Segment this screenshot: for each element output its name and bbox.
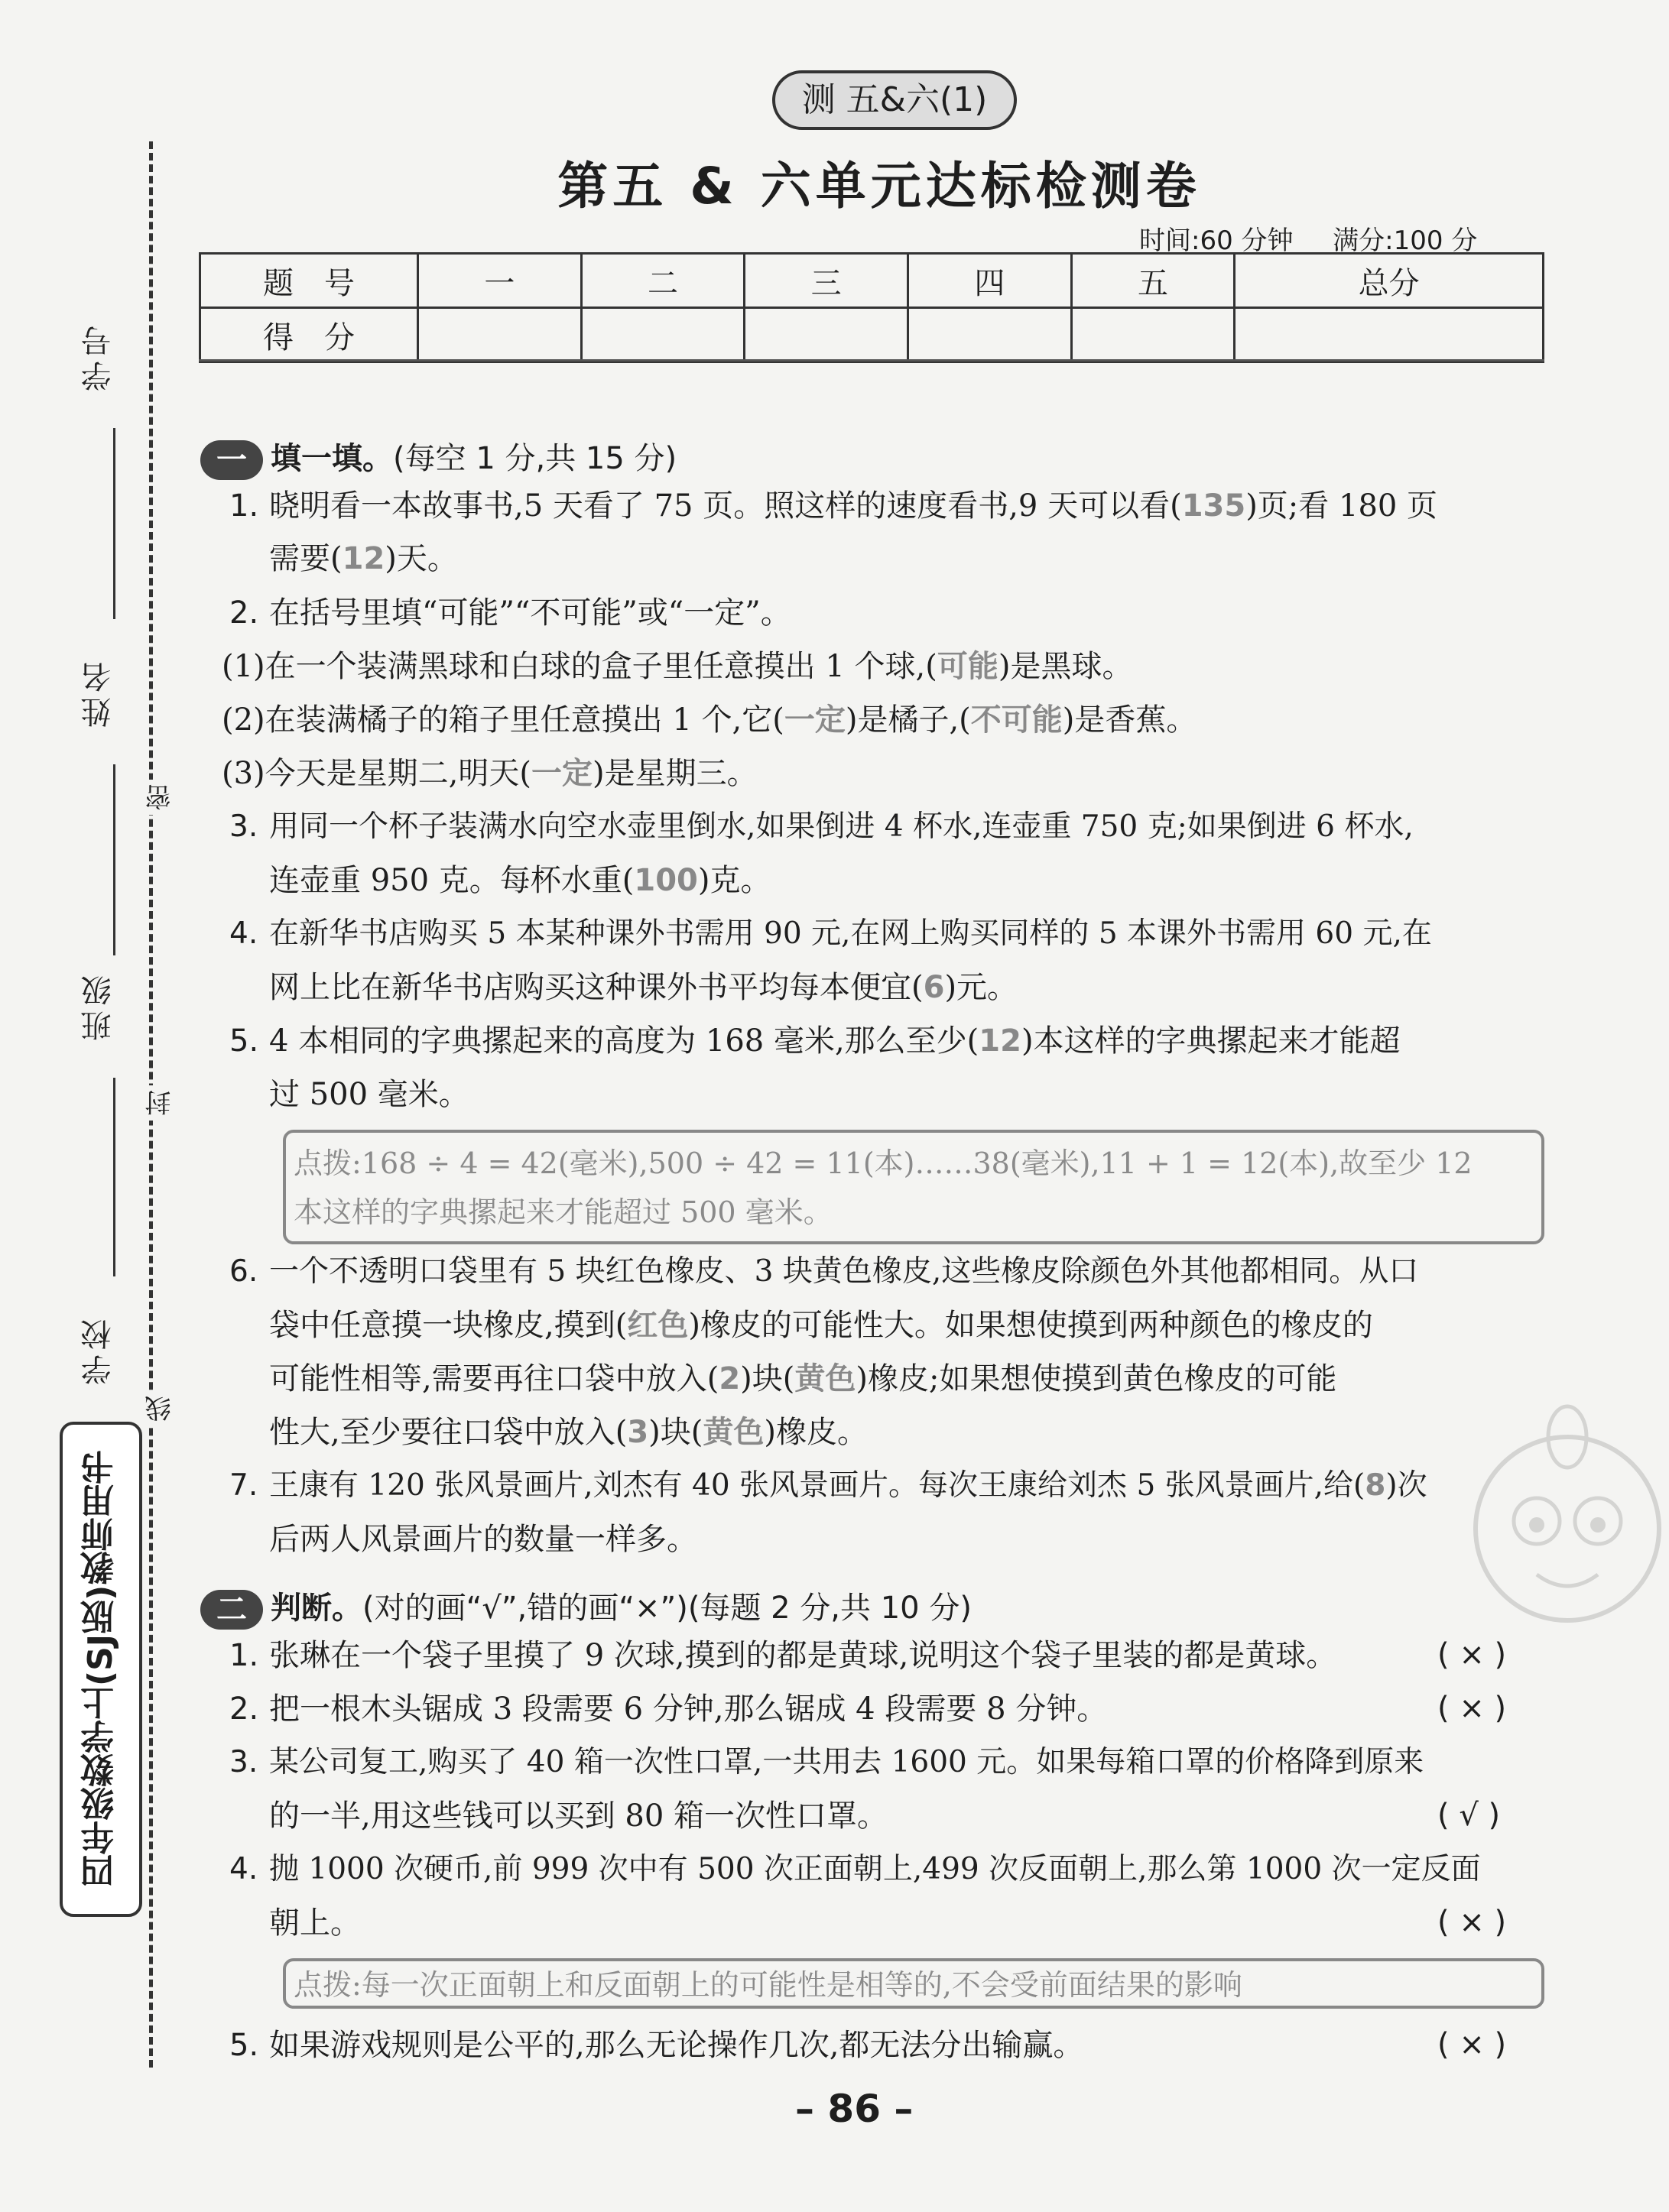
name-line [113, 764, 115, 955]
score-input-cell[interactable] [908, 308, 1072, 362]
hint-text: 本这样的字典摞起来才能超过 500 毫米。 [294, 1195, 833, 1229]
question: 2. 把一根木头锯成 3 段需要 6 分钟,那么锯成 4 段需要 8 分钟。 [229, 1691, 1108, 1727]
answer[interactable]: 黄色 [794, 1361, 856, 1396]
question: 4. 在新华书店购买 5 本某种课外书需用 90 元,在网上购买同样的 5 本课外书需用 60 元,在 [229, 916, 1432, 951]
exam-full-score: 满分:100 分 [1333, 225, 1478, 256]
question-sub: (3)今天是星期二,明天(一定)是星期三。 [222, 756, 758, 791]
seal-xian: 线 [141, 1391, 179, 1426]
question: 3. 用同一个杯子装满水向空水壶里倒水,如果倒进 4 杯水,连壶重 750 克;如果倒进 6 杯水, [229, 809, 1414, 844]
question: 5. 如果游戏规则是公平的,那么无论操作几次,都无法分出输赢。 [229, 2028, 1084, 2063]
question: 2. 在括号里填“可能”“不可能”或“一定”。 [229, 595, 791, 631]
section-badge: 二 [200, 1590, 263, 1630]
score-input-cell[interactable] [1235, 308, 1544, 362]
hint-text: 点拨:168 ÷ 4 = 42(毫米),500 ÷ 42 = 11(本)……38(毫米),11 + 1 = 12(本),故至少 12 [294, 1147, 1473, 1180]
answer[interactable]: 一定 [531, 756, 593, 791]
exam-time: 时间:60 分钟 [1139, 225, 1294, 256]
question-sub: (1)在一个装满黑球和白球的盒子里任意摸出 1 个球,(可能)是黑球。 [222, 649, 1133, 684]
question: 7. 王康有 120 张风景画片,刘杰有 40 张风景画片。每次王康给刘杰 5 张风景画片,给(8)次 [229, 1468, 1427, 1503]
class-label: 班级 [81, 971, 116, 1041]
section-note: (每空 1 分,共 15 分) [393, 441, 677, 476]
answer[interactable]: 100 [634, 863, 698, 898]
answer[interactable]: 3 [627, 1415, 649, 1450]
mascot-icon [1437, 1399, 1667, 1689]
student-id-label: 学号 [81, 321, 116, 391]
question-cont: 过 500 毫米。 [269, 1077, 469, 1112]
question: 4. 抛 1000 次硬币,前 999 次中有 500 次正面朝上,499 次反面朝上,那么第 1000 次一定反面 [229, 1852, 1481, 1886]
answer[interactable]: 可能 [937, 649, 998, 684]
seal-mi: 密 [141, 780, 179, 815]
question: 5. 4 本相同的字典摞起来的高度为 168 毫米,那么至少(12)本这样的字典摞起来才能超 [229, 1023, 1401, 1059]
answer[interactable]: 红色 [627, 1308, 689, 1343]
score-input-cell[interactable] [745, 308, 908, 362]
score-cell: 二 [581, 254, 745, 308]
question-cont: 网上比在新华书店购买这种课外书平均每本便宜(6)元。 [269, 970, 1018, 1005]
score-cell: 三 [745, 254, 908, 308]
answer[interactable]: 2 [719, 1361, 741, 1396]
judge-mark[interactable]: ( × ) [1437, 1905, 1507, 1940]
judge-mark[interactable]: ( √ ) [1437, 1798, 1501, 1833]
book-title-box [60, 1422, 142, 1917]
score-input-cell[interactable] [581, 308, 745, 362]
score-table-score-row [200, 308, 1544, 362]
name-label: 姓名 [81, 657, 116, 728]
exam-meta [1139, 219, 1477, 257]
section-title: 填一填。 [271, 441, 393, 476]
section1-heading [200, 434, 677, 480]
answer[interactable]: 6 [923, 970, 945, 1005]
question-cont: 袋中任意摸一块橡皮,摸到(红色)橡皮的可能性大。如果想使摸到两种颜色的橡皮的 [269, 1308, 1373, 1343]
question-cont: 的一半,用这些钱可以买到 80 箱一次性口罩。 [269, 1798, 888, 1834]
score-input-cell[interactable] [418, 308, 582, 362]
hint-text: 点拨:每一次正面朝上和反面朝上的可能性是相等的,不会受前面结果的影响 [294, 1968, 1242, 2002]
header-divider [199, 359, 1544, 362]
section-title: 判断。 [271, 1591, 362, 1626]
question-cont: 后两人风景画片的数量一样多。 [269, 1522, 697, 1557]
hint-box [283, 1958, 1544, 2009]
answer[interactable]: 一定 [784, 702, 846, 738]
question: 1. 晓明看一本故事书,5 天看了 75 页。照这样的速度看书,9 天可以看(135)页;看 180 页 [229, 488, 1438, 524]
school-label: 学校 [81, 1315, 116, 1385]
score-cell: 一 [418, 254, 582, 308]
question-cont: 朝上。 [269, 1905, 361, 1941]
question: 1. 张琳在一个袋子里摸了 9 次球,摸到的都是黄球,说明这个袋子里装的都是黄球。 [229, 1638, 1337, 1673]
question-cont: 可能性相等,需要再往口袋中放入(2)块(黄色)橡皮;如果想使摸到黄色橡皮的可能 [269, 1361, 1337, 1396]
score-cell: 四 [908, 254, 1072, 308]
section-note: (对的画“√”,错的画“×”)(每题 2 分,共 10 分) [362, 1591, 972, 1626]
question: 6. 一个不透明口袋里有 5 块红色橡皮、3 块黄色橡皮,这些橡皮除颜色外其他都相同。从口 [229, 1254, 1419, 1289]
page-title: 第五 & 六单元达标检测卷 [557, 157, 1201, 216]
answer[interactable]: 不可能 [970, 702, 1063, 738]
score-cell: 得 分 [200, 308, 418, 362]
score-table [199, 252, 1544, 363]
answer[interactable]: 12 [979, 1023, 1021, 1059]
score-cell: 五 [1071, 254, 1235, 308]
book-title: 四年级数学上(SJ版)教师用书 [81, 1450, 120, 1889]
answer[interactable]: 135 [1181, 488, 1246, 524]
question-cont: 性大,至少要往口袋中放入(3)块(黄色)橡皮。 [269, 1415, 868, 1450]
judge-mark[interactable]: ( × ) [1437, 1637, 1507, 1672]
section-badge: 一 [200, 440, 263, 480]
test-tag: 测 五&六(1) [772, 70, 1017, 130]
answer[interactable]: 黄色 [703, 1415, 765, 1450]
score-input-cell[interactable] [1071, 308, 1235, 362]
question: 3. 某公司复工,购买了 40 箱一次性口罩,一共用去 1600 元。如果每箱口罩的价格降到原来 [229, 1745, 1424, 1779]
question-cont: 连壶重 950 克。每杯水重(100)克。 [269, 863, 771, 898]
score-cell: 题 号 [200, 254, 418, 308]
answer[interactable]: 12 [342, 541, 385, 576]
section2-heading [200, 1584, 972, 1630]
page-number: – 86 – [795, 2087, 914, 2131]
hint-box [283, 1130, 1544, 1244]
question-sub: (2)在装满橘子的箱子里任意摸出 1 个,它(一定)是橘子,(不可能)是香蕉。 [222, 702, 1197, 738]
answer[interactable]: 8 [1365, 1468, 1386, 1503]
score-cell: 总分 [1235, 254, 1544, 308]
class-line [113, 1078, 115, 1276]
judge-mark[interactable]: ( × ) [1437, 1691, 1507, 1726]
score-table-header-row [200, 254, 1544, 308]
student-id-line [113, 428, 115, 619]
question-cont: 需要(12)天。 [269, 541, 458, 576]
judge-mark[interactable]: ( × ) [1437, 2027, 1507, 2062]
seal-feng: 封 [141, 1085, 179, 1121]
